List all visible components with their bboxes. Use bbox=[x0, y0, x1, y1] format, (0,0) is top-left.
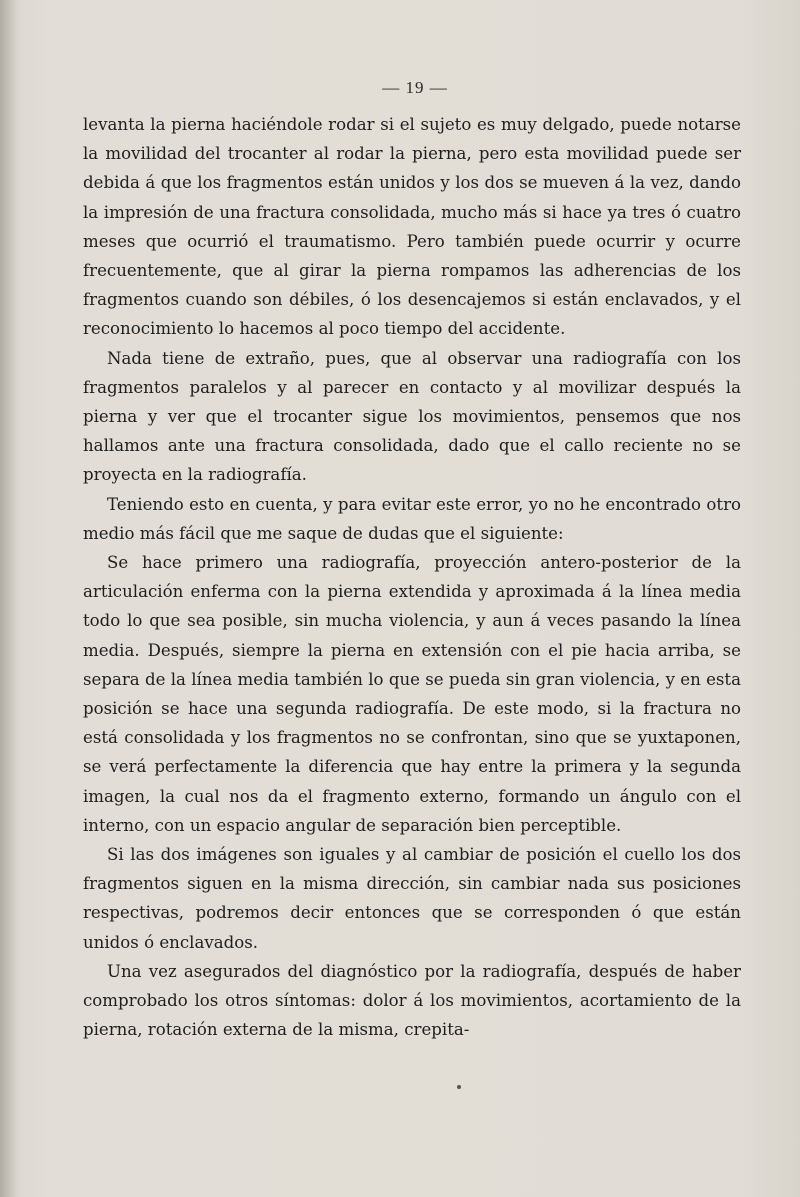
page-number: — 19 — bbox=[382, 78, 448, 97]
paragraph: Una vez asegurados del diagnóstico por la radiografía, después de haber comprobado los otros síntomas: dolor á los movimientos, acortamiento de la pierna, rotación externa de la misma, crepita- bbox=[83, 961, 741, 1040]
body-text bbox=[83, 110, 741, 1045]
paragraph: Si las dos imágenes son iguales y al cambiar de posición el cuello los dos fragmentos siguen en la misma dirección, sin cambiar nada sus posiciones respectivas, podremos decir entonces que se corresponden ó que están unidos ó enclavados. bbox=[83, 845, 741, 952]
paragraph: Teniendo esto en cuenta, y para evitar este error, yo no he encontrado otro medio más fácil que me saque de dudas que el siguiente: bbox=[83, 494, 741, 543]
ink-speck bbox=[457, 1085, 461, 1089]
page-spine-shadow bbox=[0, 0, 18, 1197]
paragraph: levanta la pierna haciéndole rodar si el sujeto es muy delgado, puede notarse la movilidad del trocanter al rodar la pierna, pero esta movilidad puede ser debida á que los fragmentos están unidos y los dos se mueven á la vez, dando la impresión de una fractura consolidada, mucho más si hace ya tres ó cuatro meses que ocurrió el traumatismo. Pero también puede ocurrir y ocurre frecuentemente, que al girar la pierna rompamos las adherencias de los fragmentos cuando son débiles, ó los desencajemos si están enclavados, y el reconocimiento lo hacemos al poco tiempo del accidente. bbox=[83, 115, 741, 339]
paragraph: Se hace primero una radiografía, proyección antero-posterior de la articulación enferma con la pierna extendida y aproximada á la línea media todo lo que sea posible, sin mucha violencia, y aun á veces pasando la línea media. Después, siempre la pierna en extensión con el pie hacia arriba, se separa de la línea media también lo que se pueda sin gran violencia, y en esta posición se hace una segunda radiografía. De este modo, si la fractura no está consolidada y los fragmentos no se confrontan, sino que se yuxtaponen, se verá perfectamente la diferencia que hay entre la primera y la segunda imagen, la cual nos da el fragmento externo, formando un ángulo con el interno, con un espacio angular de separación bien perceptible. bbox=[83, 553, 741, 835]
paragraph: Nada tiene de extraño, pues, que al observar una radiografía con los fragmentos paralelos y al parecer en contacto y al movilizar después la pierna y ver que el trocanter sigue los movimientos, pensemos que nos hallamos ante una fractura consolidada, dado que el callo reciente no se proyecta en la radiografía. bbox=[83, 348, 741, 485]
